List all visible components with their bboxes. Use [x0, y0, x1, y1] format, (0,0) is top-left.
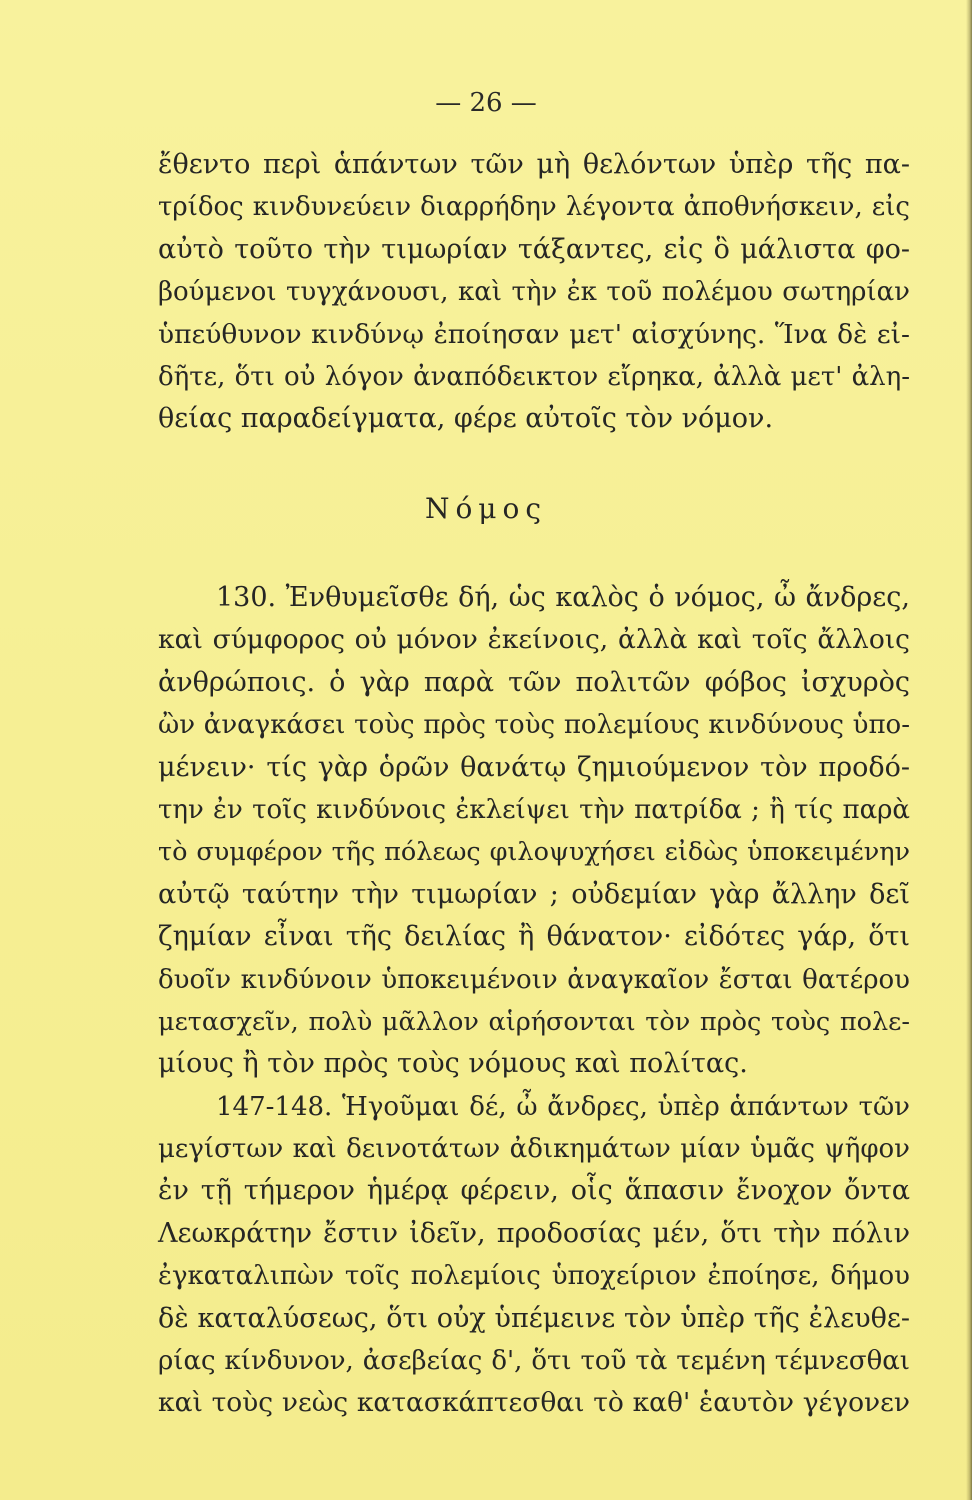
text-line: μεγίστων καὶ δεινοτάτων ἀδικημάτων μίαν ὑμᾶς ψῆφον [158, 1134, 910, 1165]
section-heading: Νόμος [424, 492, 548, 525]
page-edge-shadow [966, 0, 972, 1500]
text-line: ἔθεντο περὶ ἁπάντων τῶν μὴ θελόντων ὑπὲρ τῆς πα- [158, 149, 910, 180]
text-line: αὐτῷ ταύτην τὴν τιμωρίαν ; οὐδεμίαν γὰρ ἄλλην δεῖ [158, 878, 910, 910]
text-line: αὐτὸ τοῦτο τὴν τιμωρίαν τάξαντες, εἰς ὃ μάλιστα φο- [158, 233, 910, 265]
text-line: δὲ καταλύσεως, ὅτι οὐχ ὑπέμεινε τὸν ὑπὲρ τῆς ἐλευθε- [158, 1302, 910, 1334]
text-line: τὸ συμφέρον τῆς πόλεως φιλοψυχήσει εἰδὼς ὑποκειμένην [158, 837, 910, 868]
text-line: δυοῖν κινδύνοιν ὑποκειμένοιν ἀναγκαῖον ἔσται θατέρου [158, 964, 910, 995]
text-line: την ἐν τοῖς κινδύνοις ἐκλείψει τὴν πατρίδα ; ἢ τίς παρὰ [158, 794, 910, 825]
text-line: καὶ τοὺς νεὼς κατασκάπτεσθαι τὸ καθ' ἑαυτὸν γέγονεν [158, 1387, 910, 1419]
text-line: μίους ἢ τὸν πρὸς τοὺς νόμους καὶ πολίτας. [158, 1048, 748, 1080]
text-line: ἐν τῇ τήμερον ἡμέρᾳ φέρειν, οἷς ἅπασιν ἔνοχον ὄντα [158, 1175, 910, 1207]
text-line: τρίδος κινδυνεύειν διαρρήδην λέγοντα ἀποθνήσκειν, εἰς [158, 192, 910, 223]
text-line: ἀνθρώποις. ὁ γὰρ παρὰ τῶν πολιτῶν φόβος ἰσχυρὸς [158, 666, 910, 698]
page-number: — 26 — [435, 88, 537, 118]
text-line: ὑπεύθυνον κινδύνῳ ἐποίησαν μετ' αἰσχύνης. Ἵνα δὲ εἰ- [158, 318, 910, 350]
text-line: βούμενοι τυγχάνουσι, καὶ τὴν ἐκ τοῦ πολέμου σωτηρίαν [158, 277, 910, 308]
text-line: 147-148. Ἡγοῦμαι δέ, ὦ ἄνδρες, ὑπὲρ ἁπάντων τῶν [216, 1091, 910, 1122]
text-line: ἐγκαταλιπὼν τοῖς πολεμίοις ὑποχείριον ἐποίησε, δήμου [158, 1261, 910, 1292]
paragraph-2 [158, 577, 910, 1425]
text-line: καὶ σύμφορος οὐ μόνον ἐκείνοις, ἀλλὰ καὶ τοῖς ἄλλοις [158, 624, 910, 656]
text-line: 130. Ἐνθυμεῖσθε δή, ὡς καλὸς ὁ νόμος, ὦ ἄνδρες, [216, 582, 910, 613]
text-line: ὢν ἀναγκάσει τοὺς πρὸς τοὺς πολεμίους κινδύνους ὑπο- [158, 710, 910, 741]
text-line: Λεωκράτην ἔστιν ἰδεῖν, προδοσίας μέν, ὅτι τὴν πόλιν [158, 1217, 910, 1249]
text-line: μετασχεῖν, πολὺ μᾶλλον αἱρήσονται τὸν πρὸς τοὺς πολε- [158, 1006, 910, 1037]
text-line: δῆτε, ὅτι οὐ λόγον ἀναπόδεικτον εἴρηκα, ἀλλὰ μετ' ἀλη- [158, 361, 910, 392]
text-line: ρίας κίνδυνον, ἀσεβείας δ', ὅτι τοῦ τὰ τεμένη τέμνεσθαι [158, 1346, 910, 1377]
text-line: μένειν· τίς γὰρ ὁρῶν θανάτῳ ζημιούμενον τὸν προδό- [158, 751, 910, 783]
paragraph-1 [158, 144, 910, 441]
text-line: ζημίαν εἶναι τῆς δειλίας ἢ θάνατον· εἰδότες γάρ, ὅτι [158, 921, 910, 953]
text-line: θείας παραδείγματα, φέρε αὐτοῖς τὸν νόμον. [158, 403, 774, 435]
